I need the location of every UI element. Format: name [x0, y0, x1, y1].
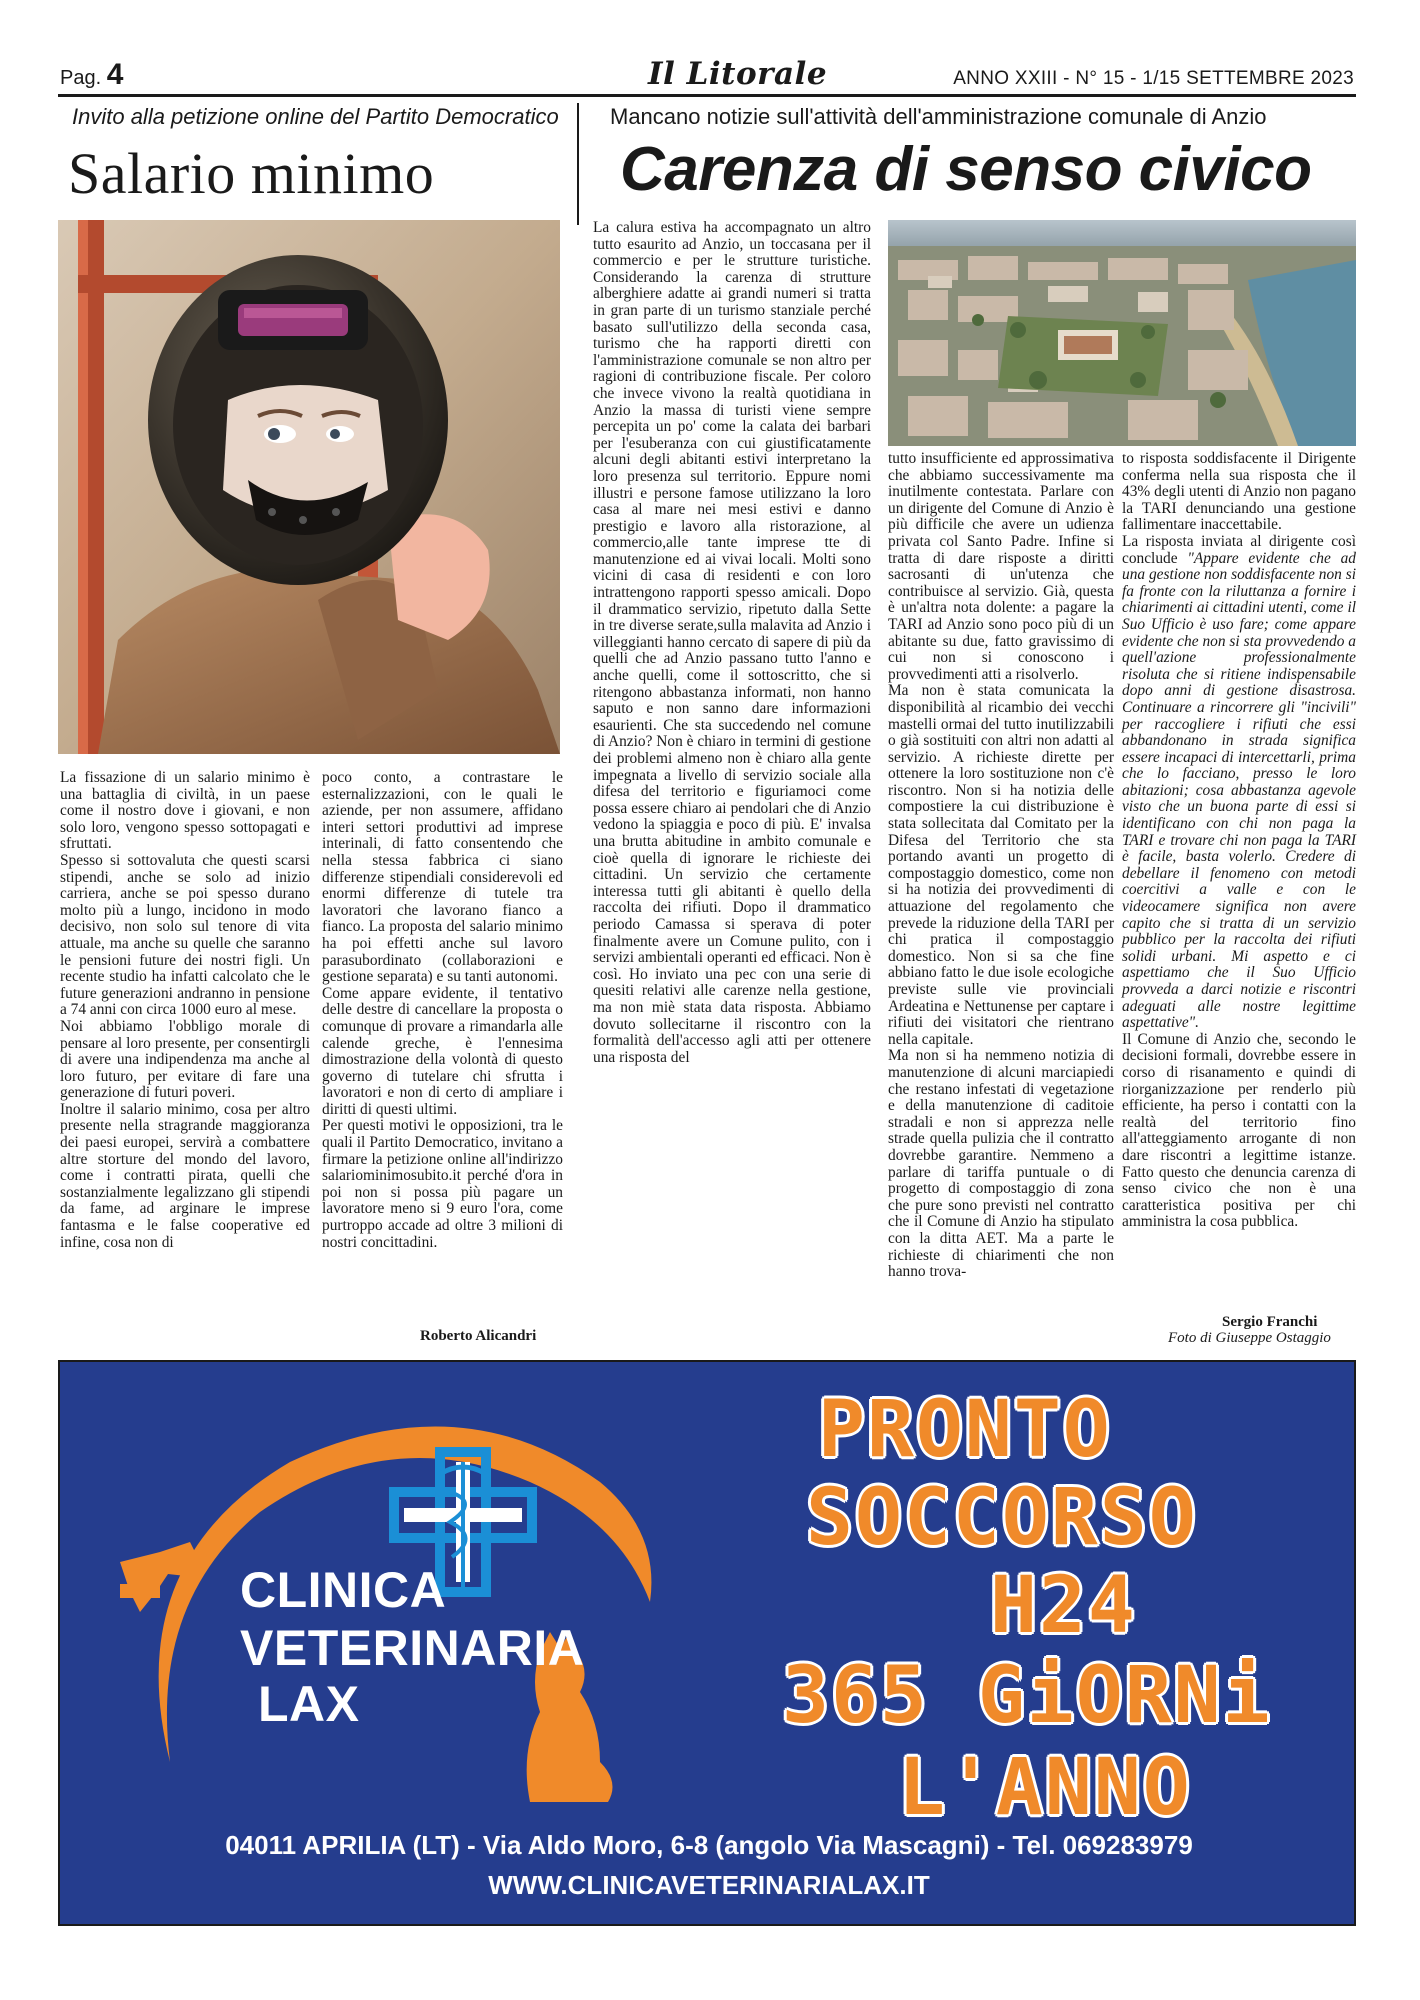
left-column-1	[60, 770, 310, 1251]
page-number-value: 4	[106, 58, 124, 91]
right-column-3	[1122, 451, 1356, 1231]
left-author: Roberto Alicandri	[420, 1328, 537, 1344]
right-title: Carenza di senso civico	[620, 135, 1312, 204]
clinic-name-line1: CLINICA	[240, 1562, 447, 1618]
clinic-name-line2: VETERINARIA	[240, 1620, 585, 1676]
paragraph: La fissazione di un salario minimo è una battaglia di civiltà, in un paese come il nostro dove i giovani, e non solo loro, vengono spesso sottopagati e sfruttati.	[60, 769, 310, 853]
paragraph: poco conto, a contrastare le esternalizzazioni, con le quali le aziende, per non assumere, affidano interi settori produttivi ad imprese interinali, di fatto consentendo che nella stessa fabbrica ci siano differenze stipendiali considerevoli ed enormi differenze di tutele tra lavoratori che lavorano fianco a fianco. La proposta del salario minimo ha poi effetti anche sul lavoro parasubordinato (collaborazioni e gestione separata) e su tanti autonomi.	[322, 769, 563, 986]
paragraph: La calura estiva ha accompagnato un altro tutto esaurito ad Anzio, un toccasana per il commercio e per le strutture turistiche. Considerando la carenza di strutture alberghiere adatte ai grandi numeri si tratta in gran parte di un turismo stanziale perché basato sull'utilizzo della seconda casa, turismo che ha rapporti diretti con l'amministrazione comunale se non altro per ragioni di contribuzione fiscale. Per coloro che invece vivono la realtà quotidiana in Anzio la massa di turisti viene sempre percepita un po' come la calata dei barbari per l'esuberanza con cui giustificatamente alcuni degli abitanti estivi interpretano la loro presenza sul territorio. Eppure nomi illustri e persone famose utilizzano la loro casa al mare nei mesi estivi e danno prestigio e lavoro alla ristorazione, al commercio,alle tante imprese tte di manutenzione ed ai vivai locali. Molti sono vicini di casa di residenti e con loro intrattengono rapporti spesso amicali. Dopo il drammatico servizio, ripetuto dalla Sette in tre diverse serate,sulla malavita ad Anzio i villeggianti hanno cercato di sapere di più da quelli che ad Anzio passano tutto l'anno e anche quelli, come il sottoscritto, che si ritengono abbastanza informati, non hanno saputo e non sanno dare informazioni esaurienti. Che sta succedendo nel comune di Anzio? Non è chiaro in termini di gestione dei problemi almeno non è chiaro alla gente impegnata a livello di servizio sociale alla difesa del territorio e figuriamoci come possa essere chiaro ai pendolari che di Anzio vedono la spiaggia e poco di più. E' invalsa una brutta abitudine in ambito comunale e cioè quella di ignorare le richieste dei cittadini. Un servizio che certamente interessa tutti gli abitanti è quello della raccolta dei rifiuti. Dopo il drammatico periodo Camassa si sperava di poter finalmente avere un Comune pulito, con i servizi ambientali operanti ed efficaci. Non è così. Ho inviato una pec con una serie di quesiti relativi alle carenze nella gestione, ma non miè stata data risposta. Abbiamo dovuto sollecitarne il riscontro con la formalità dell'accesso agli atti per ottenere una risposta del	[593, 219, 871, 1066]
right-author: Sergio Franchi	[1222, 1314, 1318, 1330]
paragraph: Il Comune di Anzio che, secondo le decisioni formali, dovrebbe essere in corso di risanamento e quindi di riorganizzazione per renderlo più efficiente, ha perso i contatti con la realtà del territorio fino all'atteggiamento arrogante di non dare riscontri a legittime istanze. Fatto questo che denuncia carenza di senso civico che non è una caratteristica positiva per chi amministra la cosa pubblica.	[1122, 1030, 1356, 1231]
masthead: Il Litorale	[648, 56, 828, 92]
ad-headline-5: L'ANNO	[898, 1743, 1192, 1833]
quote-lead: La risposta inviata al dirigente così conclude	[1122, 532, 1356, 567]
ad-address: 04011 APRILIA (LT) - Via Aldo Moro, 6-8 (angolo Via Mascagni) - Tel. 069283979	[225, 1830, 1193, 1860]
header-rule	[58, 94, 1356, 97]
paragraph: Spesso si sottovaluta che questi scarsi stipendi, anche se solo ad inizio carriera, anche se poi spesso durano molto più a lungo, incidono in modo decisivo, non solo sul tenore di vita attuale, ma anche su quelle che saranno le pensioni future dei nostri figli. Un recente studio ha infatti calcolato che le future generazioni andranno in pensione a 74 anni con circa 1000 euro al mese.	[60, 851, 310, 1019]
left-column-2	[322, 770, 563, 1251]
left-title: Salario minimo	[68, 141, 435, 206]
column-divider	[577, 103, 579, 225]
welder-photo	[58, 220, 560, 754]
photo-credit: Foto di Giuseppe Ostaggio	[1168, 1330, 1331, 1346]
paragraph: Come appare evidente, il tentativo delle destre di cancellare la proposta o comunque di provare a rimandarla alle calende greche, è l'ennesima dimostrazione della volontà di questo governo di tutelare chi sfrutta i lavoratori e non di certo di ampliare i diritti di questi ultimi.	[322, 984, 563, 1118]
aerial-illustration	[888, 220, 1356, 446]
paragraph	[1122, 534, 1356, 1032]
ad-headline-3: H24	[990, 1561, 1137, 1651]
paragraph: tutto insufficiente ed approssimativa che abbiamo successivamente ma inutilmente contestata. Parlare con un dirigente del Comune di Anzio è più difficile che avere un udienza privata col Santo Padre. Infine si tratta di dare risposte a diritti sacrosanti di un'utenza che contribuisce al servizio. Già, questa è un'altra nota dolente: a pagare la TARI ad Anzio sono poco più di un abitante su due, fatto gravissimo di cui non si conoscono i provvedimenti atti a risolverlo.	[888, 450, 1114, 683]
quote: "Appare evidente che ad una gestione non soddisfacente non si fa fronte con la riluttanza a fornire i chiarimenti ai cittadini utenti, come il Suo Ufficio è uso fare; come appare evidente che non si sta provvedendo a quell'azione professionalmente risoluta che si ritiene indispensabile dopo anni di gestione disastrosa. Continuare a rincorrere gli "incivili" per raccogliere i rifiuti che essi abbandonano in strada significa essere incapaci di intercettarli, prima che lo facciano, presso le loro abitazioni; cosa abbastanza agevole visto che un buona parte di essi si identificano con chi non paga la TARI e trovare chi non paga la TARI è facile, basta volerlo. Credere di debellare il fenomeno con metodi coercitivi a valle e con le videocamere significa non avere capito che si tratta di un servizio pubblico per la raccolta dei rifiuti solidi urbani. Mi aspetto e ci aspettiamo che il Suo Ufficio provveda a darci notizie e riscontri adeguati alle nostre legittime aspettative".	[1122, 549, 1356, 1032]
paragraph: Per questi motivi le opposizioni, tra le quali il Partito Democratico, invitano a firmare la petizione online all'indirizzo salariominimosubito.it perché d'ora in poi non si possa più pagare un lavoratore meno si 9 euro l'ora, come purtroppo accade ad oltre 3 milioni di nostri concittadini.	[322, 1117, 563, 1251]
paragraph: Inoltre il salario minimo, cosa per altro presente nella stragrande maggioranza dei paesi europei, servirà a combattere altre storture del mondo del lavoro, come i contratti pirata, quelli che sostanzialmente legalizzano gli stipendi da fame, ad arginare le imprese fantasma e le false cooperative ed infine, cosa non di	[60, 1100, 310, 1251]
vet-clinic-ad	[58, 1360, 1356, 1926]
ad-headline-2: SOCCORSO	[806, 1473, 1198, 1563]
clinic-name-line3: LAX	[258, 1676, 360, 1732]
right-column-2	[888, 451, 1114, 1281]
ad-headline-1: PRONTO	[818, 1385, 1112, 1475]
right-kicker: Mancano notizie sull'attività dell'amministrazione comunale di Anzio	[610, 104, 1267, 129]
left-kicker: Invito alla petizione online del Partito Democratico	[72, 104, 559, 129]
issue-info: ANNO XXIII - N° 15 - 1/15 SETTEMBRE 2023	[953, 68, 1354, 89]
ad-headline-4: 365 GiORNi	[782, 1651, 1272, 1741]
welder-illustration	[58, 220, 560, 754]
right-column-1	[593, 220, 871, 1066]
page-label: Pag.	[60, 67, 102, 89]
ad-website[interactable]: WWW.CLINICAVETERINARIALAX.IT	[488, 1870, 930, 1900]
page-number	[60, 58, 123, 92]
paragraph: to risposta soddisfacente il Dirigente conferma nella sua risposta che il 43% degli utenti di Anzio non pagano la TARI denunciando una gestione fallimentare inaccettabile.	[1122, 450, 1356, 534]
paragraph: Ma non si ha nemmeno notizia di manutenzione di alcuni marciapiedi che restano infestati di vegetazione e della manutenzione di caditoie stradali e non si apprezza nelle strade quella pulizia che il contratto dovrebbe garantire. Nemmeno a parlare di tariffa puntuale o di progetto di compostaggio di zona che pure sono previsti nel contratto che il Comune di Anzio ha stipulato con la ditta AET. Ma a parte le richieste di chiarimenti che non hanno trova-	[888, 1047, 1114, 1281]
anzio-aerial-photo	[888, 220, 1356, 446]
paragraph: Noi abbiamo l'obbligo morale di pensare al loro presente, per consentirgli di avere una indipendenza ma anche al loro futuro, per evitare di fare una generazione di futuri poveri.	[60, 1017, 310, 1102]
paragraph: Ma non è stata comunicata la disponibilità al ricambio dei vecchi mastelli ormai del tutto inutilizzabili o già sostituiti con altri non adatti al servizio. A richieste dirette per ottenere la loro sostituzione non c'è riscontro. Non si ha notizia delle compostiere la cui distribuzione è stata sollecitata dal Comitato per la Difesa del Territorio che sta portando avanti un progetto di compostaggio domestico, come non si ha notizia dei provvedimenti di attuazione del regolamento che prevede la riduzione della TARI per chi pratica il compostaggio domestico. Non si sa che fine abbiano fatto le due isole ecologiche previste sulle vie provinciali Ardeatina e Nettunense per captare i rifiuti dei visitatori che rientrano nella capitale.	[888, 682, 1114, 1048]
